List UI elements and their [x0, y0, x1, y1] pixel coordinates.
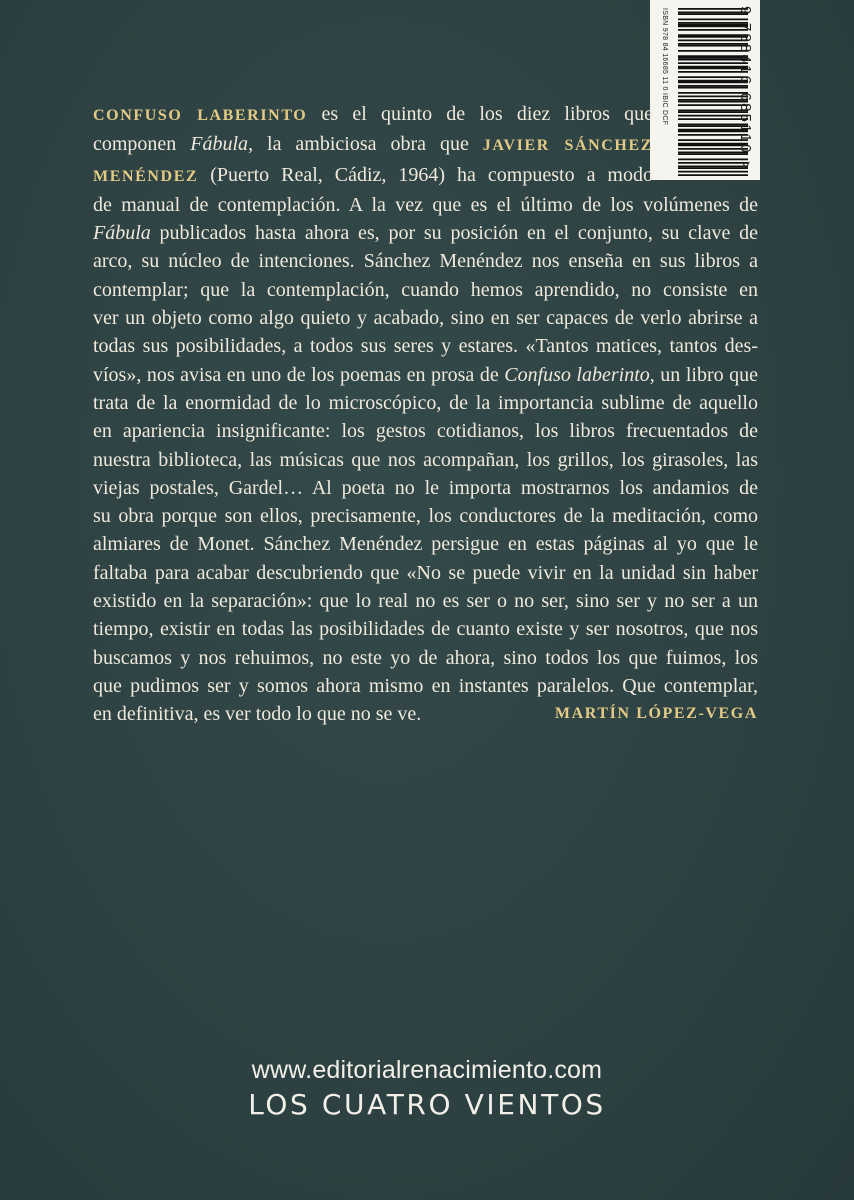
blurb-line: todas sus posibilidades, a todos sus seres y estares. «Tantos matices, tantos des-: [93, 335, 758, 358]
back-cover-blurb: [93, 100, 758, 729]
blurb-line: existido en la separación»: que lo real no es ser o no ser, sino ser y no ser a un: [93, 590, 758, 613]
blurb-line: almiares de Monet. Sánchez Menéndez persigue en estas páginas al yo que le: [93, 533, 758, 556]
collection-name: LOS CUATRO VIENTOS: [248, 1088, 606, 1121]
series-title: Fábula: [190, 133, 249, 156]
blurb-line: nuestra biblioteca, las músicas que nos acompañan, los grillos, los girasoles, las: [93, 448, 758, 471]
series-title: Fábula: [93, 222, 151, 245]
blurb-line: viejas postales, Gardel… Al poeta no le importa mostrarnos los andamios de: [93, 476, 758, 499]
blurb-line: MENÉNDEZ (Puerto Real, Cádiz, 1964) ha compuesto a modo: [93, 163, 653, 186]
signature: MARTÍN LÓPEZ-VEGA: [554, 705, 758, 723]
blurb-line: su obra porque son ellos, precisamente, los conductores de la meditación, como: [93, 505, 758, 528]
blurb-line: componen Fábula, la ambiciosa obra que JAVIER SÁNCHEZ: [93, 133, 654, 156]
isbn-text: ISBN 978 84 16685 11 0 IBIC DCF: [661, 8, 668, 126]
barcode-digits: 9 788416 685110 >: [737, 6, 754, 172]
author-name: MENÉNDEZ: [93, 167, 199, 185]
book-title: CONFUSO LABERINTO: [93, 107, 308, 124]
blurb-line: que pudimos ser y somos ahora mismo en instantes paralelos. Que contemplar,: [93, 674, 758, 697]
blurb-line: faltaba para acabar descubriendo que «No se puede vivir en la unidad sin haber: [93, 561, 758, 584]
blurb-line: en apariencia insignificante: los gestos cotidianos, los libros frecuentados de: [93, 420, 758, 443]
blurb-line: de manual de contemplación. A la vez que es el último de los volúmenes de: [93, 193, 758, 216]
blurb-line: en definitiva, es ver todo lo que no se ve. MARTÍN LÓPEZ-VEGA: [93, 700, 758, 728]
blurb-line: contemplar; que la contemplación, cuando hemos aprendido, no consiste en: [93, 278, 758, 301]
blurb-line: tiempo, existir en todas las posibilidades de cuanto existe y ser nosotros, que nos: [93, 618, 758, 641]
author-name: JAVIER SÁNCHEZ: [482, 137, 654, 155]
blurb-line: CONFUSO LABERINTO es el quinto de los diez libros que: [93, 103, 653, 125]
publisher-website[interactable]: www.editorialrenacimiento.com: [251, 1056, 603, 1084]
blurb-line: Fábula publicados hasta ahora es, por su posición en el conjunto, su clave de: [93, 222, 758, 245]
blurb-line: buscamos y nos rehuimos, no este yo de ahora, sino todos los que fuimos, los: [93, 646, 758, 669]
blurb-line: víos», nos avisa en uno de los poemas en prosa de Confuso laberinto, un libro que: [93, 363, 759, 386]
blurb-line: arco, su núcleo de intenciones. Sánchez Menéndez nos enseña en sus libros a: [93, 250, 758, 273]
blurb-line: trata de la enormidad de lo microscópico, de la importancia sublime de aquello: [93, 391, 758, 414]
book-title-italic: Confuso laberinto: [504, 363, 650, 386]
blurb-line: ver un objeto como algo quieto y acabado, sino en ser capaces de verlo abrirse a: [93, 307, 758, 330]
